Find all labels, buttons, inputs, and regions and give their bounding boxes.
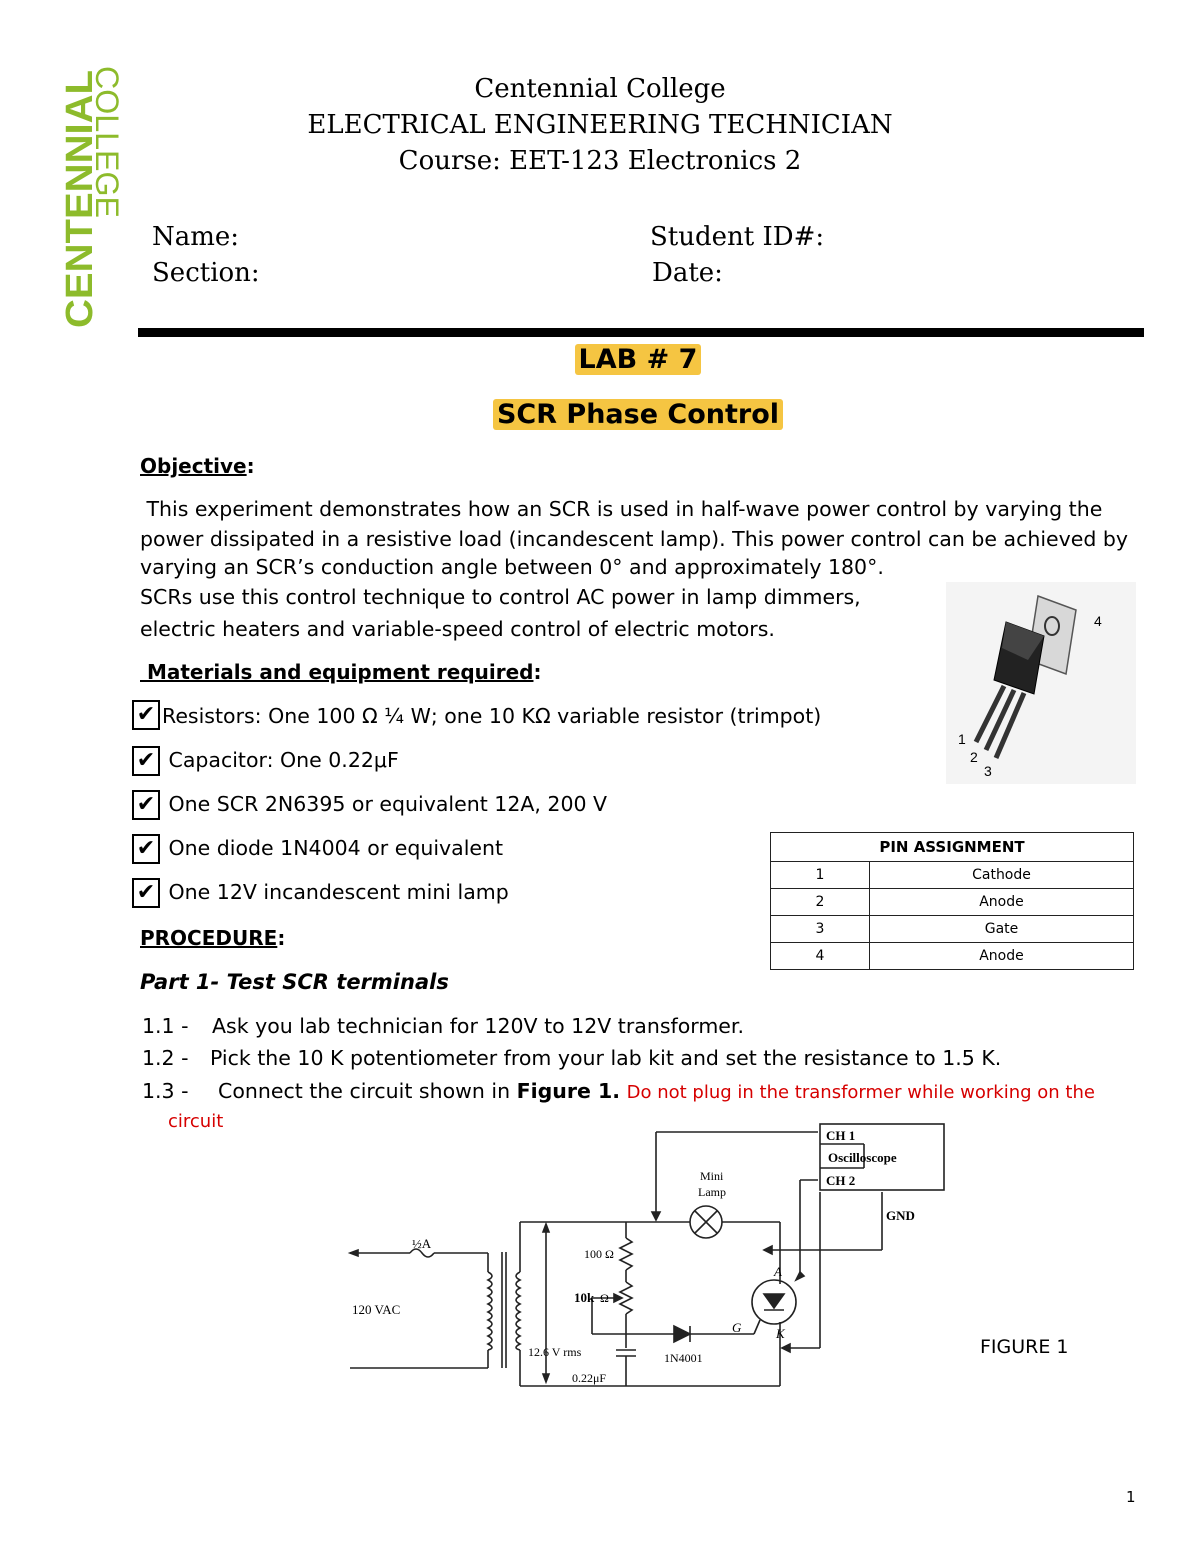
logo-centennial-text: CENTENNIAL bbox=[59, 83, 101, 328]
checkbox-checked-icon: ✔ bbox=[132, 790, 160, 820]
lab-number-text: LAB # 7 bbox=[575, 344, 702, 375]
table-row bbox=[771, 889, 1134, 916]
ch1-label: CH 1 bbox=[826, 1128, 856, 1143]
date-field-label: Date: bbox=[652, 258, 723, 288]
lamp-label: Mini bbox=[700, 1169, 724, 1183]
anode-label: A bbox=[774, 1264, 782, 1279]
cathode-label: K bbox=[776, 1326, 785, 1341]
oscilloscope-label: Oscilloscope bbox=[828, 1150, 897, 1165]
step-number: 1.1 - bbox=[142, 1014, 189, 1038]
figure-label: FIGURE 1 bbox=[980, 1336, 1069, 1358]
fuse-label: ½A bbox=[412, 1236, 432, 1251]
checkbox-checked-icon: ✔ bbox=[132, 834, 160, 864]
lab-number-title bbox=[0, 344, 1200, 375]
name-field-label: Name: bbox=[152, 222, 240, 252]
diode-label: 1N4001 bbox=[664, 1351, 703, 1365]
step-text-main: Connect the circuit shown in bbox=[218, 1079, 517, 1103]
materials-heading-text: Materials and equipment required bbox=[140, 660, 534, 684]
table-row bbox=[771, 862, 1134, 889]
objective-heading bbox=[140, 454, 255, 478]
warning-note-continued: circuit bbox=[168, 1111, 224, 1132]
logo-college-text: COLLEGE bbox=[89, 66, 125, 218]
warning-note: Do not plug in the transformer while working on the bbox=[626, 1082, 1095, 1103]
ch2-label: CH 2 bbox=[826, 1173, 856, 1188]
pot-label: 10k bbox=[574, 1290, 595, 1305]
materials-heading bbox=[140, 660, 541, 684]
lab-title-text: SCR Phase Control bbox=[493, 399, 783, 430]
step-text: Pick the 10 K potentiometer from your lab kit and set the resistance to 1.5 K. bbox=[210, 1046, 1002, 1070]
objective-heading-text: Objective bbox=[140, 454, 247, 478]
gnd-label: GND bbox=[886, 1208, 915, 1223]
step-number: 1.2 - bbox=[142, 1046, 189, 1070]
lab-title bbox=[0, 399, 1200, 430]
pin-number: 1 bbox=[771, 862, 870, 889]
page-number: 1 bbox=[1126, 1488, 1136, 1506]
objective-colon: : bbox=[246, 454, 255, 478]
objective-line-2: power dissipated in a resistive load (incandescent lamp). This power control can be achieved by bbox=[140, 527, 1129, 551]
part-1-heading: Part 1- Test SCR terminals bbox=[140, 970, 449, 994]
pin-name: Cathode bbox=[870, 862, 1134, 889]
checkbox-checked-icon: ✔ bbox=[132, 878, 160, 908]
pin-name: Anode bbox=[870, 943, 1134, 970]
college-name: Centennial College bbox=[474, 74, 726, 104]
material-item: One SCR 2N6395 or equivalent 12A, 200 V bbox=[162, 792, 608, 816]
pin-assignment-table bbox=[770, 832, 1134, 970]
pot-unit-label: Ω bbox=[600, 1291, 609, 1305]
capacitor-label: 0.22μF bbox=[572, 1371, 607, 1385]
lamp-label-2: Lamp bbox=[698, 1185, 726, 1199]
checkbox-checked-icon: ✔ bbox=[132, 746, 160, 776]
material-item: Resistors: One 100 Ω ¼ W; one 10 KΩ variable resistor (trimpot) bbox=[162, 704, 822, 728]
scr-pin-label-3: 3 bbox=[984, 763, 992, 779]
objective-line-3: varying an SCR’s conduction angle between 0° and approximately 180°. bbox=[140, 555, 884, 579]
pin-number: 4 bbox=[771, 943, 870, 970]
objective-line-5: electric heaters and variable-speed control of electric motors. bbox=[140, 617, 775, 641]
table-row bbox=[771, 916, 1134, 943]
scr-package-image bbox=[946, 582, 1136, 784]
procedure-heading bbox=[140, 926, 285, 950]
secondary-voltage-label: 12.6 V rms bbox=[528, 1345, 582, 1359]
gate-label: G bbox=[732, 1320, 742, 1335]
pin-number: 2 bbox=[771, 889, 870, 916]
objective-line-4: SCRs use this control technique to control AC power in lamp dimmers, bbox=[140, 585, 861, 609]
procedure-heading-text: PROCEDURE bbox=[140, 926, 278, 950]
procedure-colon: : bbox=[277, 926, 286, 950]
course-name: Course: EET-123 Electronics 2 bbox=[398, 146, 802, 176]
student-id-field-label: Student ID#: bbox=[650, 222, 825, 252]
objective-line-1: This experiment demonstrates how an SCR is used in half-wave power control by varying the bbox=[140, 497, 1103, 521]
materials-colon: : bbox=[533, 660, 542, 684]
pin-name: Anode bbox=[870, 889, 1134, 916]
pin-name: Gate bbox=[870, 916, 1134, 943]
figure-reference: Figure 1. bbox=[516, 1079, 621, 1103]
source-label: 120 VAC bbox=[352, 1302, 401, 1317]
centennial-college-logo bbox=[56, 66, 126, 328]
scr-pin-label-4: 4 bbox=[1094, 613, 1102, 629]
material-item: Capacitor: One 0.22μF bbox=[162, 748, 399, 772]
resistor-label: 100 Ω bbox=[584, 1247, 614, 1261]
table-row bbox=[771, 943, 1134, 970]
checkbox-checked-icon: ✔ bbox=[132, 700, 160, 730]
scr-pin-label-1: 1 bbox=[958, 731, 966, 747]
material-item: One diode 1N4004 or equivalent bbox=[162, 836, 504, 860]
scr-pin-label-2: 2 bbox=[970, 749, 978, 765]
material-item: One 12V incandescent mini lamp bbox=[162, 880, 509, 904]
header-divider bbox=[138, 328, 1144, 337]
pin-table-header: PIN ASSIGNMENT bbox=[771, 833, 1134, 862]
step-text: Ask you lab technician for 120V to 12V transformer. bbox=[212, 1014, 744, 1038]
step-text bbox=[218, 1079, 1095, 1103]
circuit-diagram bbox=[340, 1122, 952, 1394]
step-number: 1.3 - bbox=[142, 1079, 189, 1103]
pin-number: 3 bbox=[771, 916, 870, 943]
section-field-label: Section: bbox=[152, 258, 260, 288]
program-name: ELECTRICAL ENGINEERING TECHNICIAN bbox=[307, 110, 893, 140]
